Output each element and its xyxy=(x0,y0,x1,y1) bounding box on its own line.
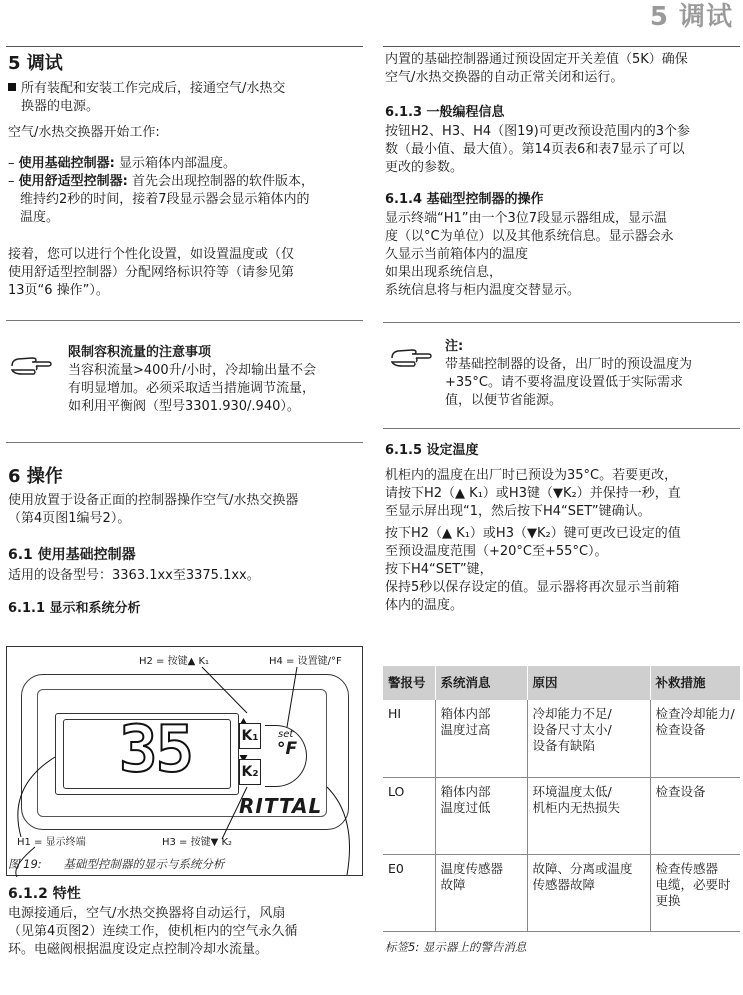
text-line: 至预设温度范围（+20°C至+55°C）。 xyxy=(385,544,608,559)
dash-item-text: 维持约2秒的时间，接着7段显示器会显示箱体内的 xyxy=(20,192,310,207)
table-row xyxy=(383,854,740,931)
note-top-rule xyxy=(6,320,363,321)
note-title: 注: xyxy=(445,339,464,354)
cell-line: 温度传感器 xyxy=(440,860,504,876)
cell-line: 温度过低 xyxy=(440,799,491,815)
label-h3: H3 = 按键▼ K₂ xyxy=(162,837,233,848)
text-line: 按下H4“SET”键， xyxy=(385,562,493,577)
set-label: set xyxy=(278,729,294,740)
section-6-1-1-title: 6.1.1 显示和系统分析 xyxy=(8,601,141,616)
cell-line: 设备尺寸太小/ xyxy=(532,722,612,737)
note-default-temperature xyxy=(445,338,740,410)
fahrenheit-label: °F xyxy=(277,739,298,759)
pointing-hand-icon xyxy=(390,342,434,372)
section-6-text xyxy=(8,492,363,528)
cell-line: 温度过高 xyxy=(440,722,491,737)
text-line: 按下H2（▲ K₁）或H3（▼K₂）键可更改已设定的值 xyxy=(385,526,681,541)
alarm-code: E0 xyxy=(383,854,435,931)
alarm-code: HI xyxy=(383,700,435,777)
cell-line: 冷却能力不足/ xyxy=(532,706,612,721)
text-line: （第4页图1编号2）。 xyxy=(8,511,131,526)
note-bottom-rule xyxy=(6,442,363,443)
text-line: 机柜内的温度在出厂时已预设为35°C。若要更改， xyxy=(385,468,678,483)
section-6-1-2-title: 6.1.2 特性 xyxy=(8,886,81,902)
right-continuation xyxy=(385,51,740,87)
text-line: 更改的参数。 xyxy=(385,160,464,175)
section-6-1-title: 6.1 使用基础控制器 xyxy=(8,547,136,563)
note-line: 有明显增加。必须采取适当措施调节流量， xyxy=(68,381,316,396)
chapter-title: 5 调试 xyxy=(649,2,733,32)
text-line: （见第4页图2）连续工作，使机柜内的空气永久循 xyxy=(8,924,298,939)
alarm-remedy xyxy=(650,700,740,777)
section-6-1-text: 适用的设备型号：3363.1xx至3375.1xx。 xyxy=(8,568,260,583)
dash-item-text: 显示箱体内部温度。 xyxy=(114,156,236,171)
alarm-code: LO xyxy=(383,777,435,854)
section-6-title: 6 操作 xyxy=(8,466,63,487)
figure-caption-text: 基础型控制器的显示与系统分析 xyxy=(63,857,225,871)
pointing-hand-icon xyxy=(10,350,54,380)
dash-item-basic: – 使用基础控制器: 显示箱体内部温度。 xyxy=(8,156,236,171)
text-line: 体内的温度。 xyxy=(385,598,464,613)
text-line: 度（以°C为单位）以及其他系统信息。显示器会永 xyxy=(385,229,674,244)
figure-caption xyxy=(8,855,224,873)
table-row xyxy=(383,700,740,777)
square-bullet-icon xyxy=(8,83,16,91)
note-title: 限制容积流量的注意事项 xyxy=(68,345,212,360)
cell-line: 机柜内无热损失 xyxy=(532,799,621,815)
alarm-message xyxy=(435,854,527,931)
alarm-message xyxy=(435,777,527,854)
dash-item-bold: 使用舒适型控制器: xyxy=(18,174,128,189)
cell-line: 故障 xyxy=(440,876,466,892)
text-line: 内置的基础控制器通过预设固定开关差值（5K）确保 xyxy=(385,52,688,67)
table-caption: 标签5: 显示器上的警告消息 xyxy=(385,940,527,954)
note-line: 值，以便节省能源。 xyxy=(445,393,563,408)
cell-line: 检查冷却能力/ xyxy=(655,706,735,721)
text-line: 如果出现系统信息， xyxy=(385,265,503,280)
cell-line: 检查传感器 xyxy=(655,860,719,876)
label-h2: H2 = 按键▲ K₁ xyxy=(139,656,210,667)
section-6-1-4-text xyxy=(385,210,740,300)
note-line: +35°C。请不要将温度设置低于实际需求 xyxy=(445,375,684,390)
dash-list xyxy=(8,155,363,227)
dash-item-text: 温度。 xyxy=(20,210,60,225)
alarm-remedy xyxy=(650,777,740,854)
cell-line: 设备有缺陷 xyxy=(532,738,596,753)
rittal-logo: RITTAL xyxy=(239,794,323,818)
alarm-cause xyxy=(527,777,650,854)
section-5-bullet xyxy=(8,80,358,116)
display-value: 35 xyxy=(119,713,193,787)
right-note-bottom-rule xyxy=(383,428,740,429)
text-line: 使用舒适型控制器）分配网络标识符等（请参见第 xyxy=(8,265,295,280)
column-header: 原因 xyxy=(527,666,650,700)
text-line: 至显示屏出现“1，然后按下H4“SET”键确认。 xyxy=(385,504,651,519)
note-line: 带基础控制器的设备，出厂时的预设温度为 xyxy=(445,357,693,372)
figure-caption-number: 图 19: xyxy=(8,857,42,871)
bullet-line: 所有装配和安装工作完成后，接通空气/水热交 xyxy=(21,81,286,96)
table-row xyxy=(383,777,740,854)
dash-item-text: 首先会出现控制器的软件版本， xyxy=(127,174,314,189)
label-h1: H1 = 显示终端 xyxy=(17,837,86,848)
cell-line: 箱体内部 xyxy=(440,783,491,799)
alarm-cause xyxy=(527,854,650,931)
section-6-1-4-title: 6.1.4 基础型控制器的操作 xyxy=(385,192,544,207)
text-line: 13页“6 操作”）。 xyxy=(8,283,109,298)
label-h4: H4 = 设置键/°F xyxy=(269,656,342,667)
text-line: 请按下H2（▲ K₁）或H3键（▼K₂）并保持一秒，直 xyxy=(385,486,681,501)
alarm-table xyxy=(383,666,740,932)
text-line: 使用放置于设备正面的控制器操作空气/水热交换器 xyxy=(8,493,299,508)
text-line: 电源接通后，空气/水热交换器将自动运行，风扇 xyxy=(8,906,286,921)
section-6-1-5-title: 6.1.5 设定温度 xyxy=(385,443,479,458)
table-header-row xyxy=(383,666,740,700)
alarm-cause xyxy=(527,700,650,777)
section-6-1-2-text xyxy=(8,905,363,959)
controller-figure xyxy=(6,646,363,876)
cell-line: 箱体内部 xyxy=(440,706,491,721)
leader-lines xyxy=(7,647,364,877)
section-5-title: 5 调试 xyxy=(8,53,63,74)
left-top-rule xyxy=(6,46,363,47)
cell-line: 故障、分离或温度 xyxy=(532,860,633,876)
alarm-message xyxy=(435,700,527,777)
right-note-top-rule xyxy=(383,322,740,323)
cell-line: 传感器故障 xyxy=(532,876,596,892)
column-header: 补救措施 xyxy=(650,666,740,700)
cell-line: 检查设备 xyxy=(655,783,706,799)
text-line: 数（最小值、最大值）。第14页表6和表7显示了可以 xyxy=(385,142,685,157)
cell-line: 环境温度太低/ xyxy=(532,783,612,799)
note-line: 如利用平衡阀（型号3301.930/.940）。 xyxy=(68,399,300,414)
cell-line: 更换 xyxy=(655,892,681,908)
column-header: 系统消息 xyxy=(435,666,527,700)
text-line: 显示终端“H1”由一个3位7段显示器组成，显示温 xyxy=(385,211,668,226)
cell-line: 检查设备 xyxy=(655,722,706,737)
dash-item-comfort: – 使用舒适型控制器: 首先会出现控制器的软件版本， xyxy=(8,174,314,189)
dash-item-bold: 使用基础控制器: xyxy=(18,156,115,171)
bullet-line: 换器的电源。 xyxy=(21,99,100,114)
alarm-remedy xyxy=(650,854,740,931)
note-line: 当容积流量>400升/小时，冷却输出量不会 xyxy=(68,363,317,378)
key-k2-button[interactable]: K₂ xyxy=(239,759,261,785)
text-line: 保持5秒以保存设定的值。显示器将再次显示当前箱 xyxy=(385,580,680,595)
text-line: 系统信息将与柜内温度交替显示。 xyxy=(385,283,581,298)
text-line: 环。电磁阀根据温度设定点控制冷却水流量。 xyxy=(8,942,269,957)
text-line: 空气/水热交换器的自动正常关闭和运行。 xyxy=(385,70,624,85)
text-line: 按钮H2、H3、H4（图19)可更改预设范围内的3个参 xyxy=(385,124,691,139)
section-6-1-5-text xyxy=(385,467,740,615)
right-top-rule xyxy=(383,46,740,47)
text-line: 接着，您可以进行个性化设置，如设置温度或（仅 xyxy=(8,247,295,262)
column-header: 警报号 xyxy=(383,666,435,700)
text-line: 久显示当前箱体内的温度 xyxy=(385,247,529,262)
note-flow-limit xyxy=(68,344,363,416)
section-6-1-3-text xyxy=(385,123,740,177)
key-k1-button[interactable]: K₁ xyxy=(239,723,261,749)
section-6-1-3-title: 6.1.3 一般编程信息 xyxy=(385,105,505,120)
section-5-next xyxy=(8,246,363,300)
cell-line: 电缆，必要时 xyxy=(655,876,731,892)
section-5-start: 空气/水热交换器开始工作: xyxy=(8,125,160,140)
